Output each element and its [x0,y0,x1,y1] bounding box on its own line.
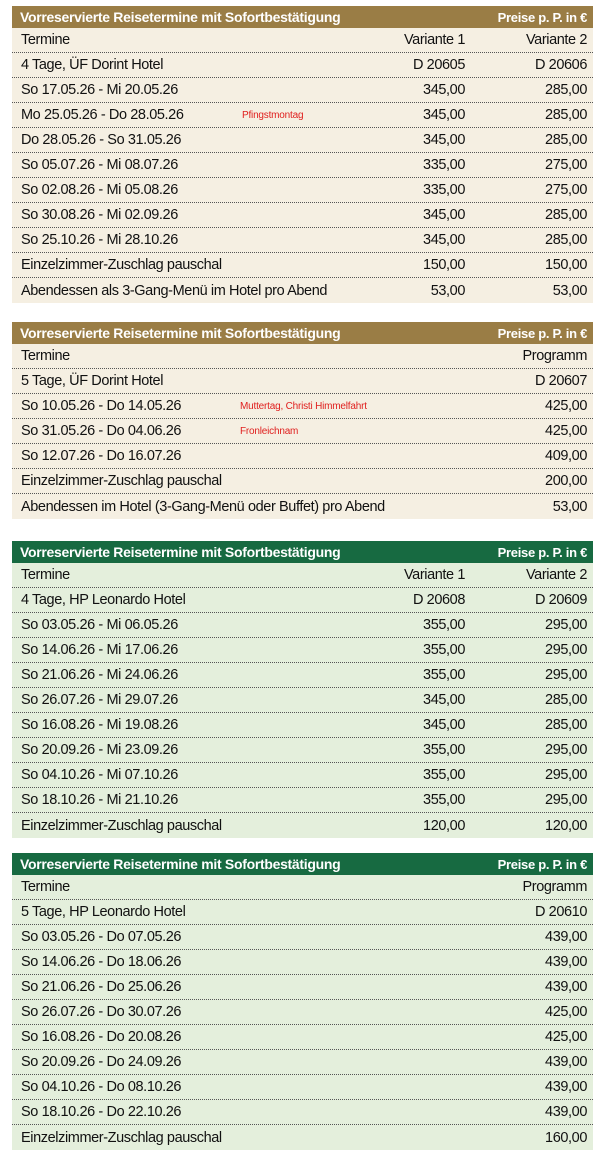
table-title: Vorreservierte Reisetermine mit Sofortbestätigung [20,9,341,25]
holiday-note: Pfingstmontag [242,109,304,121]
date-row-price-1: 355,00 [423,742,465,758]
surcharge-row-price-2: 160,00 [545,1129,587,1146]
product-code-row-price-2: D 20606 [534,57,587,73]
date-row [12,975,593,1000]
date-row-label: So 20.09.26 - Do 24.09.26 [21,1054,182,1070]
date-row-label: So 12.07.26 - Do 16.07.26 [21,448,182,464]
date-row-price-2: 425,00 [545,398,587,414]
table-header [12,322,593,344]
surcharge-row-price-1: 150,00 [423,257,465,273]
surcharge-row-price-1: 53,00 [430,282,465,299]
date-row [12,663,593,688]
surcharge-row [12,1125,593,1150]
date-row-label: So 18.10.26 - Mi 21.10.26 [21,792,178,808]
table-title: Vorreservierte Reisetermine mit Sofortbestätigung [20,856,341,872]
table-body [12,563,593,838]
date-row-label: So 16.08.26 - Mi 19.08.26 [21,717,178,733]
surcharge-row-label: Einzelzimmer-Zuschlag pauschal [21,257,222,273]
surcharge-row [12,278,593,303]
date-row-price-2: 285,00 [545,692,587,708]
date-row-price-1: 345,00 [423,207,465,223]
surcharge-row-label: Abendessen als 3-Gang-Menü im Hotel pro Abend [21,282,328,299]
date-row-price-1: 345,00 [423,717,465,733]
surcharge-row-label: Einzelzimmer-Zuschlag pauschal [21,817,222,834]
surcharge-row-price-2: 200,00 [545,473,587,489]
date-row-price-2: 295,00 [545,617,587,633]
table-header [12,6,593,28]
product-code-row-label: 5 Tage, ÜF Dorint Hotel [21,373,164,389]
date-row-price-2: 275,00 [545,182,587,198]
date-row-price-2: 439,00 [545,929,587,945]
date-row-price-2: 285,00 [545,82,587,98]
surcharge-row-price-1: 120,00 [423,817,465,834]
date-row [12,950,593,975]
date-row-price-2: 285,00 [545,207,587,223]
surcharge-row-price-2: 120,00 [545,817,587,834]
date-row [12,788,593,813]
date-row-label: So 05.07.26 - Mi 08.07.26 [21,157,178,173]
holiday-note: Fronleichnam [240,425,299,437]
date-row-label: So 14.06.26 - Mi 17.06.26 [21,642,178,658]
date-row [12,78,593,103]
date-row [12,103,593,128]
date-row-label: So 21.06.26 - Mi 24.06.26 [21,667,178,683]
date-row-label: So 04.10.26 - Mi 07.10.26 [21,767,178,783]
date-row-label: So 31.05.26 - Do 04.06.26 [21,423,182,439]
date-row-price-1: 355,00 [423,767,465,783]
date-row-price-2: 285,00 [545,717,587,733]
date-row-price-1: 335,00 [423,182,465,198]
date-row [12,178,593,203]
date-row-price-1: 345,00 [423,107,465,123]
column-header-row-label: Termine [21,348,70,364]
date-row [12,1100,593,1125]
holiday-note: Muttertag, Christi Himmelfahrt [240,400,367,412]
date-row-label: So 18.10.26 - Do 22.10.26 [21,1104,182,1120]
product-code-row-label: 5 Tage, HP Leonardo Hotel [21,904,186,920]
date-row [12,688,593,713]
table-header [12,853,593,875]
product-code-row [12,588,593,613]
surcharge-row-price-2: 150,00 [545,257,587,273]
date-row-price-2: 295,00 [545,792,587,808]
column-header-row [12,875,593,900]
surcharge-row-label: Einzelzimmer-Zuschlag pauschal [21,473,222,489]
date-row [12,128,593,153]
date-row [12,925,593,950]
column-header-row-price-2: Programm [522,348,587,364]
column-header-row-price-1: Variante 1 [403,32,465,48]
date-row-price-1: 335,00 [423,157,465,173]
date-row-price-2: 295,00 [545,667,587,683]
date-row [12,228,593,253]
table-title: Vorreservierte Reisetermine mit Sofortbestätigung [20,325,341,341]
table-body [12,344,593,519]
date-row-price-2: 439,00 [545,1054,587,1070]
product-code-row [12,53,593,78]
date-row [12,1025,593,1050]
surcharge-row [12,253,593,278]
date-row [12,613,593,638]
date-row [12,763,593,788]
date-row [12,738,593,763]
date-row-price-1: 355,00 [423,617,465,633]
date-row [12,1075,593,1100]
surcharge-row [12,813,593,838]
price-table [12,853,593,1150]
date-row-label: So 25.10.26 - Mi 28.10.26 [21,232,178,248]
product-code-row-price-2: D 20607 [534,373,587,389]
product-code-row [12,369,593,394]
date-row [12,713,593,738]
price-note: Preise p. P. in € [497,544,587,560]
date-row-label: So 03.05.26 - Mi 06.05.26 [21,617,178,633]
column-header-row [12,28,593,53]
date-row [12,1000,593,1025]
date-row-price-2: 295,00 [545,742,587,758]
price-table [12,6,593,303]
date-row-label: Do 28.05.26 - So 31.05.26 [21,132,182,148]
date-row-label: So 02.08.26 - Mi 05.08.26 [21,182,178,198]
product-code-row-label: 4 Tage, ÜF Dorint Hotel [21,57,164,73]
column-header-row-price-2: Programm [522,879,587,895]
price-table [12,541,593,838]
column-header-row-label: Termine [21,879,70,895]
product-code-row-price-2: D 20609 [534,592,587,608]
date-row-price-2: 439,00 [545,1104,587,1120]
date-row [12,203,593,228]
date-row-price-2: 285,00 [545,232,587,248]
date-row-price-2: 285,00 [545,107,587,123]
table-title: Vorreservierte Reisetermine mit Sofortbestätigung [20,544,341,560]
date-row-label: So 16.08.26 - Do 20.08.26 [21,1029,182,1045]
date-row-label: So 26.07.26 - Mi 29.07.26 [21,692,178,708]
date-row-label: Mo 25.05.26 - Do 28.05.26 [21,107,184,123]
date-row-price-1: 345,00 [423,132,465,148]
column-header-row-price-2: Variante 2 [525,32,587,48]
date-row-label: So 10.05.26 - Do 14.05.26 [21,398,182,414]
date-row-label: So 03.05.26 - Do 07.05.26 [21,929,182,945]
date-row-price-1: 345,00 [423,692,465,708]
product-code-row-price-1: D 20605 [412,57,465,73]
date-row-price-2: 439,00 [545,979,587,995]
column-header-row [12,563,593,588]
date-row-price-1: 355,00 [423,667,465,683]
surcharge-row-label: Einzelzimmer-Zuschlag pauschal [21,1129,222,1146]
date-row-price-2: 285,00 [545,132,587,148]
surcharge-row [12,469,593,494]
date-row-price-2: 409,00 [545,448,587,464]
date-row-label: So 26.07.26 - Do 30.07.26 [21,1004,182,1020]
date-row-price-1: 355,00 [423,792,465,808]
price-note: Preise p. P. in € [497,9,587,25]
date-row [12,638,593,663]
date-row-price-2: 439,00 [545,954,587,970]
column-header-row [12,344,593,369]
product-code-row [12,900,593,925]
date-row-label: So 04.10.26 - Do 08.10.26 [21,1079,182,1095]
column-header-row-price-2: Variante 2 [525,567,587,583]
surcharge-row-label: Abendessen im Hotel (3-Gang-Menü oder Buffet) pro Abend [21,498,385,515]
table-header [12,541,593,563]
date-row-label: So 17.05.26 - Mi 20.05.26 [21,82,178,98]
column-header-row-price-1: Variante 1 [403,567,465,583]
date-row-price-2: 425,00 [545,1029,587,1045]
date-row [12,419,593,444]
date-row-price-1: 345,00 [423,232,465,248]
table-body [12,28,593,303]
date-row-price-1: 345,00 [423,82,465,98]
table-body [12,875,593,1150]
date-row [12,444,593,469]
date-row-price-2: 425,00 [545,423,587,439]
date-row-price-1: 355,00 [423,642,465,658]
date-row-label: So 20.09.26 - Mi 23.09.26 [21,742,178,758]
date-row-label: So 30.08.26 - Mi 02.09.26 [21,207,178,223]
date-row-price-2: 295,00 [545,642,587,658]
surcharge-row-price-2: 53,00 [552,282,587,299]
date-row-price-2: 425,00 [545,1004,587,1020]
product-code-row-price-1: D 20608 [412,592,465,608]
date-row [12,153,593,178]
date-row-price-2: 275,00 [545,157,587,173]
date-row-label: So 14.06.26 - Do 18.06.26 [21,954,182,970]
surcharge-row-price-2: 53,00 [552,498,587,515]
price-table [12,322,593,519]
date-row [12,394,593,419]
price-note: Preise p. P. in € [497,325,587,341]
column-header-row-label: Termine [21,567,70,583]
product-code-row-label: 4 Tage, HP Leonardo Hotel [21,592,186,608]
column-header-row-label: Termine [21,32,70,48]
date-row-price-2: 295,00 [545,767,587,783]
date-row [12,1050,593,1075]
product-code-row-price-2: D 20610 [534,904,587,920]
surcharge-row [12,494,593,519]
date-row-price-2: 439,00 [545,1079,587,1095]
date-row-label: So 21.06.26 - Do 25.06.26 [21,979,182,995]
price-note: Preise p. P. in € [497,856,587,872]
